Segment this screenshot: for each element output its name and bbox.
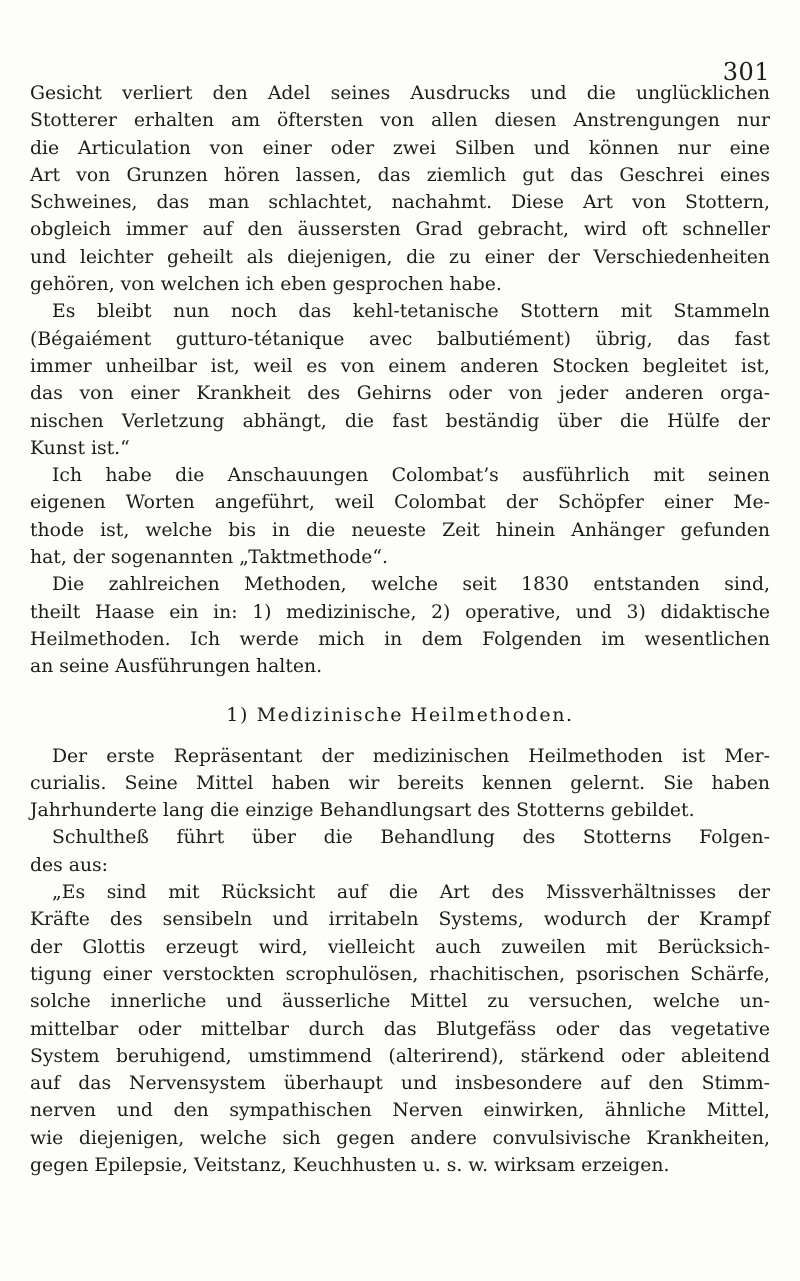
text-line: der Glottis erzeugt wird, vielleicht auch zuweilen mit Berücksich- xyxy=(30,936,770,958)
text-line: „Es sind mit Rücksicht auf die Art des Missverhältnisses der xyxy=(52,882,770,904)
paragraph xyxy=(30,743,770,825)
text-line: nerven und den sympathischen Nerven einwirken, ähnliche Mittel, xyxy=(30,1100,770,1122)
text-line: solche innerliche und äusserliche Mittel zu versuchen, welche un- xyxy=(30,991,770,1013)
text-line: Stotterer erhalten am öftersten von allen diesen Anstrengungen nur xyxy=(30,110,770,132)
text-line: Schweines, das man schlachtet, nachahmt. Diese Art von Stottern, xyxy=(30,192,770,214)
text-line: das von einer Krankheit des Gehirns oder von jeder anderen orga- xyxy=(30,383,770,405)
paragraph xyxy=(30,80,770,298)
text-line: auf das Nervensystem überhaupt und insbesondere auf den Stimm- xyxy=(30,1073,770,1095)
text-line: tigung einer verstockten scrophulösen, rhachitischen, psorischen Schärfe, xyxy=(30,963,770,985)
text-line: gegen Epilepsie, Veitstanz, Keuchhusten u. s. w. wirksam erzeigen. xyxy=(30,1154,670,1176)
text-line: wie diejenigen, welche sich gegen andere convulsivische Krankheiten, xyxy=(30,1127,770,1149)
text-line: obgleich immer auf den äussersten Grad gebracht, wird oft schneller xyxy=(30,219,770,241)
text-line: an seine Ausführungen halten. xyxy=(30,656,323,678)
paragraph xyxy=(30,571,770,680)
body-text xyxy=(30,80,770,1179)
text-line: Die zahlreichen Methoden, welche seit 1830 entstanden sind, xyxy=(52,574,770,596)
text-line: hat, der sogenannten „Taktmethode“. xyxy=(30,547,388,569)
text-line: Es bleibt nun noch das kehl-tetanische Stottern mit Stammeln xyxy=(52,301,770,323)
text-line: des aus: xyxy=(30,854,109,876)
text-line: nischen Verletzung abhängt, die fast beständig über die Hülfe der xyxy=(30,410,770,432)
text-line: theilt Haase ein in: 1) medizinische, 2) operative, und 3) didaktische xyxy=(30,601,770,623)
section-heading: 1) Medizinische Heilmethoden. xyxy=(226,703,574,726)
paragraph xyxy=(30,298,770,462)
paragraph xyxy=(30,824,770,879)
paragraph xyxy=(30,879,770,1179)
text-line: Ich habe die Anschauungen Colombat’s ausführlich mit seinen xyxy=(52,465,770,487)
text-line: Gesicht verliert den Adel seines Ausdrucks und die unglücklichen xyxy=(30,83,770,104)
text-line: Schultheß führt über die Behandlung des Stotterns Folgen- xyxy=(52,827,770,849)
text-line: System beruhigend, umstimmend (alterirend), stärkend oder ableitend xyxy=(30,1045,770,1067)
text-line: thode ist, welche bis in die neueste Zeit hinein Anhänger gefunden xyxy=(30,519,770,541)
text-line: Kunst ist.“ xyxy=(30,437,130,459)
paragraph xyxy=(30,462,770,571)
text-line: eigenen Worten angeführt, weil Colombat der Schöpfer einer Me- xyxy=(30,492,770,514)
page-number: 301 xyxy=(722,58,770,86)
text-line: immer unheilbar ist, weil es von einem anderen Stocken begleitet ist, xyxy=(30,355,770,377)
text-line: gehören, von welchen ich eben gesprochen habe. xyxy=(30,274,502,296)
text-line: Jahrhunderte lang die einzige Behandlungsart des Stotterns gebildet. xyxy=(30,800,695,822)
text-line: die Articulation von einer oder zwei Silben und können nur eine xyxy=(30,137,770,159)
text-line: mittelbar oder mittelbar durch das Blutgefäss oder das vegetative xyxy=(30,1018,770,1040)
text-line: curialis. Seine Mittel haben wir bereits kennen gelernt. Sie haben xyxy=(30,772,770,794)
text-line: (Bégaiément gutturo-tétanique avec balbutiément) übrig, das fast xyxy=(30,328,770,350)
text-line: Kräfte des sensibeln und irritabeln Systems, wodurch der Krampf xyxy=(30,909,770,931)
text-line: und leichter geheilt als diejenigen, die zu einer der Verschiedenheiten xyxy=(30,246,770,268)
text-line: Heilmethoden. Ich werde mich in dem Folgenden im wesentlichen xyxy=(30,628,770,650)
text-line: Art von Grunzen hören lassen, das ziemlich gut das Geschrei eines xyxy=(30,164,770,186)
text-line: Der erste Repräsentant der medizinischen Heilmethoden ist Mer- xyxy=(52,745,770,767)
